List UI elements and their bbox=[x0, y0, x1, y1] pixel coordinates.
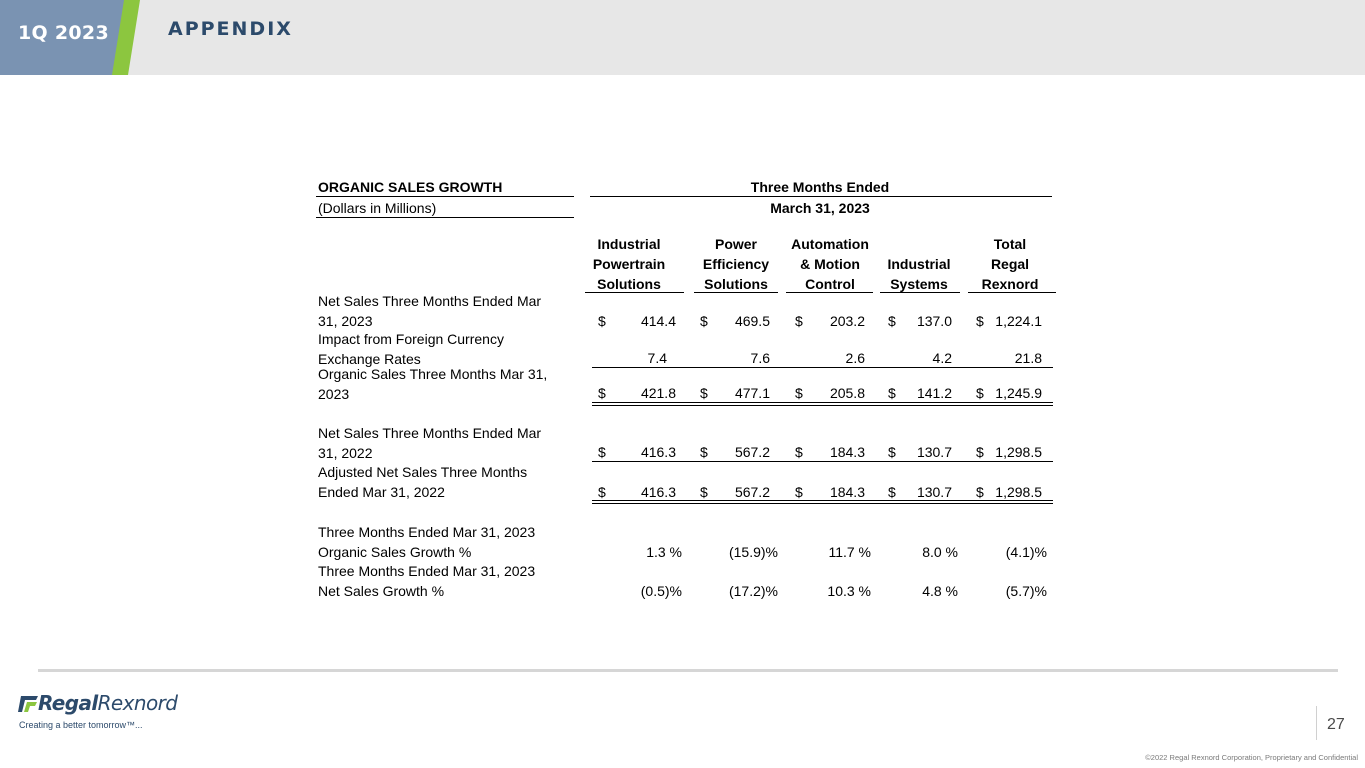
col-header-total-underline bbox=[968, 292, 1056, 293]
col-header-ips-3: Solutions bbox=[597, 276, 661, 292]
currency-symbol: $ bbox=[795, 444, 803, 460]
row-label: Net Sales Three Months Ended Mar bbox=[318, 293, 542, 309]
period-header-underline bbox=[590, 196, 1052, 197]
cell-value: 414.4 bbox=[640, 313, 676, 329]
col-header-amc-1: Automation bbox=[791, 236, 869, 252]
currency-symbol: $ bbox=[888, 385, 896, 401]
row-label: Impact from Foreign Currency bbox=[318, 331, 504, 347]
cell-value: 4.8 % bbox=[922, 583, 958, 599]
row-label: Adjusted Net Sales Three Months bbox=[318, 464, 528, 480]
row-label: Three Months Ended Mar 31, 2023 bbox=[318, 563, 536, 579]
subtotal-rule bbox=[592, 367, 1053, 368]
currency-symbol: $ bbox=[888, 444, 896, 460]
cell-value: (15.9)% bbox=[728, 544, 778, 560]
currency-symbol: $ bbox=[976, 313, 984, 329]
col-header-pes-2: Efficiency bbox=[702, 256, 770, 272]
col-header-is-underline bbox=[880, 292, 960, 293]
total-double-rule-bottom bbox=[592, 503, 1053, 504]
col-header-amc-underline bbox=[786, 292, 873, 293]
cell-value: 184.3 bbox=[829, 484, 865, 500]
currency-symbol: $ bbox=[700, 484, 708, 500]
col-header-is-2: Industrial bbox=[887, 256, 951, 272]
cell-value: 1,224.1 bbox=[995, 313, 1042, 329]
currency-symbol: $ bbox=[598, 313, 606, 329]
logo-word-rexnord: Rexnord bbox=[97, 691, 178, 715]
cell-value: 130.7 bbox=[916, 484, 952, 500]
col-header-amc-3: Control bbox=[805, 276, 855, 292]
currency-symbol: $ bbox=[795, 484, 803, 500]
title-underline bbox=[316, 196, 574, 197]
currency-symbol: $ bbox=[700, 385, 708, 401]
currency-symbol: $ bbox=[700, 313, 708, 329]
cell-value: 416.3 bbox=[640, 444, 676, 460]
cell-value: 567.2 bbox=[734, 444, 770, 460]
row-label: Organic Sales Growth % bbox=[318, 544, 472, 560]
row-label: Net Sales Three Months Ended Mar bbox=[318, 425, 542, 441]
cell-value: 567.2 bbox=[734, 484, 770, 500]
page-title: APPENDIX bbox=[168, 18, 293, 40]
currency-symbol: $ bbox=[598, 444, 606, 460]
row-label: 2023 bbox=[318, 386, 350, 402]
period-date: March 31, 2023 bbox=[770, 200, 870, 216]
total-double-rule-bottom bbox=[592, 405, 1053, 406]
period-header: Three Months Ended bbox=[750, 179, 890, 195]
copyright-notice: ©2022 Regal Rexnord Corporation, Proprietary and Confidential bbox=[1145, 753, 1358, 762]
currency-symbol: $ bbox=[795, 385, 803, 401]
cell-value: 1.3 % bbox=[646, 544, 682, 560]
cell-value: 477.1 bbox=[734, 385, 770, 401]
cell-value: 21.8 bbox=[1014, 350, 1042, 366]
currency-symbol: $ bbox=[795, 313, 803, 329]
currency-symbol: $ bbox=[976, 385, 984, 401]
cell-value: 1,298.5 bbox=[995, 444, 1042, 460]
cell-value: 8.0 % bbox=[922, 544, 958, 560]
footer-divider bbox=[38, 669, 1338, 672]
page-number-divider bbox=[1316, 706, 1317, 740]
cell-value: (0.5)% bbox=[640, 583, 682, 599]
cell-value: 416.3 bbox=[640, 484, 676, 500]
table-title: ORGANIC SALES GROWTH bbox=[318, 179, 503, 195]
col-header-pes-3: Solutions bbox=[704, 276, 768, 292]
currency-symbol: $ bbox=[888, 484, 896, 500]
cell-value: 1,298.5 bbox=[995, 484, 1042, 500]
col-header-is-3: Systems bbox=[890, 276, 948, 292]
col-header-total-1: Total bbox=[993, 236, 1027, 252]
cell-value: 203.2 bbox=[829, 313, 865, 329]
cell-value: 141.2 bbox=[916, 385, 952, 401]
cell-value: 7.6 bbox=[750, 350, 770, 366]
row-rule bbox=[592, 461, 1053, 462]
cell-value: (17.2)% bbox=[728, 583, 778, 599]
cell-value: 137.0 bbox=[916, 313, 952, 329]
total-double-rule-top bbox=[592, 402, 1053, 403]
cell-value: 184.3 bbox=[829, 444, 865, 460]
currency-symbol: $ bbox=[598, 385, 606, 401]
col-header-amc-2: & Motion bbox=[800, 256, 860, 272]
total-double-rule-top bbox=[592, 500, 1053, 501]
currency-symbol: $ bbox=[700, 444, 708, 460]
col-header-total-3: Rexnord bbox=[981, 276, 1039, 292]
cell-value: 4.2 bbox=[932, 350, 952, 366]
cell-value: (5.7)% bbox=[1005, 583, 1047, 599]
page-number: 27 bbox=[1327, 716, 1345, 733]
cell-value: (4.1)% bbox=[1005, 544, 1047, 560]
cell-value: 2.6 bbox=[845, 350, 865, 366]
row-label: Exchange Rates bbox=[318, 351, 421, 367]
logo-word-regal: Regal bbox=[38, 691, 98, 715]
col-header-ips-1: Industrial bbox=[597, 236, 661, 252]
cell-value: 1,245.9 bbox=[995, 385, 1042, 401]
cell-value: 7.4 bbox=[647, 350, 667, 366]
cell-value: 10.3 % bbox=[827, 583, 871, 599]
cell-value: 130.7 bbox=[916, 444, 952, 460]
cell-value: 469.5 bbox=[734, 313, 770, 329]
row-label: Net Sales Growth % bbox=[318, 583, 445, 599]
table-subtitle: (Dollars in Millions) bbox=[318, 200, 437, 216]
row-label: Organic Sales Three Months Mar 31, bbox=[318, 366, 548, 382]
cell-value: 205.8 bbox=[829, 385, 865, 401]
row-label: 31, 2023 bbox=[318, 313, 373, 329]
logo-wordmark bbox=[38, 691, 177, 715]
col-header-ips-2: Powertrain bbox=[592, 256, 666, 272]
row-label: Three Months Ended Mar 31, 2023 bbox=[318, 524, 536, 540]
row-label: Ended Mar 31, 2022 bbox=[318, 484, 445, 500]
col-header-total-2: Regal bbox=[990, 256, 1030, 272]
tagline: Creating a better tomorrow™... bbox=[19, 720, 143, 730]
col-header-ips-underline bbox=[585, 292, 684, 293]
currency-symbol: $ bbox=[888, 313, 896, 329]
col-header-pes-1: Power bbox=[714, 236, 758, 252]
currency-symbol: $ bbox=[976, 484, 984, 500]
cell-value: 11.7 % bbox=[828, 544, 871, 560]
regal-rexnord-mark-icon bbox=[18, 696, 38, 712]
quarter-label: 1Q 2023 bbox=[18, 22, 109, 44]
currency-symbol: $ bbox=[598, 484, 606, 500]
col-header-pes-underline bbox=[694, 292, 778, 293]
subtitle-underline bbox=[316, 217, 574, 218]
row-label: 31, 2022 bbox=[318, 445, 373, 461]
cell-value: 421.8 bbox=[640, 385, 676, 401]
currency-symbol: $ bbox=[976, 444, 984, 460]
